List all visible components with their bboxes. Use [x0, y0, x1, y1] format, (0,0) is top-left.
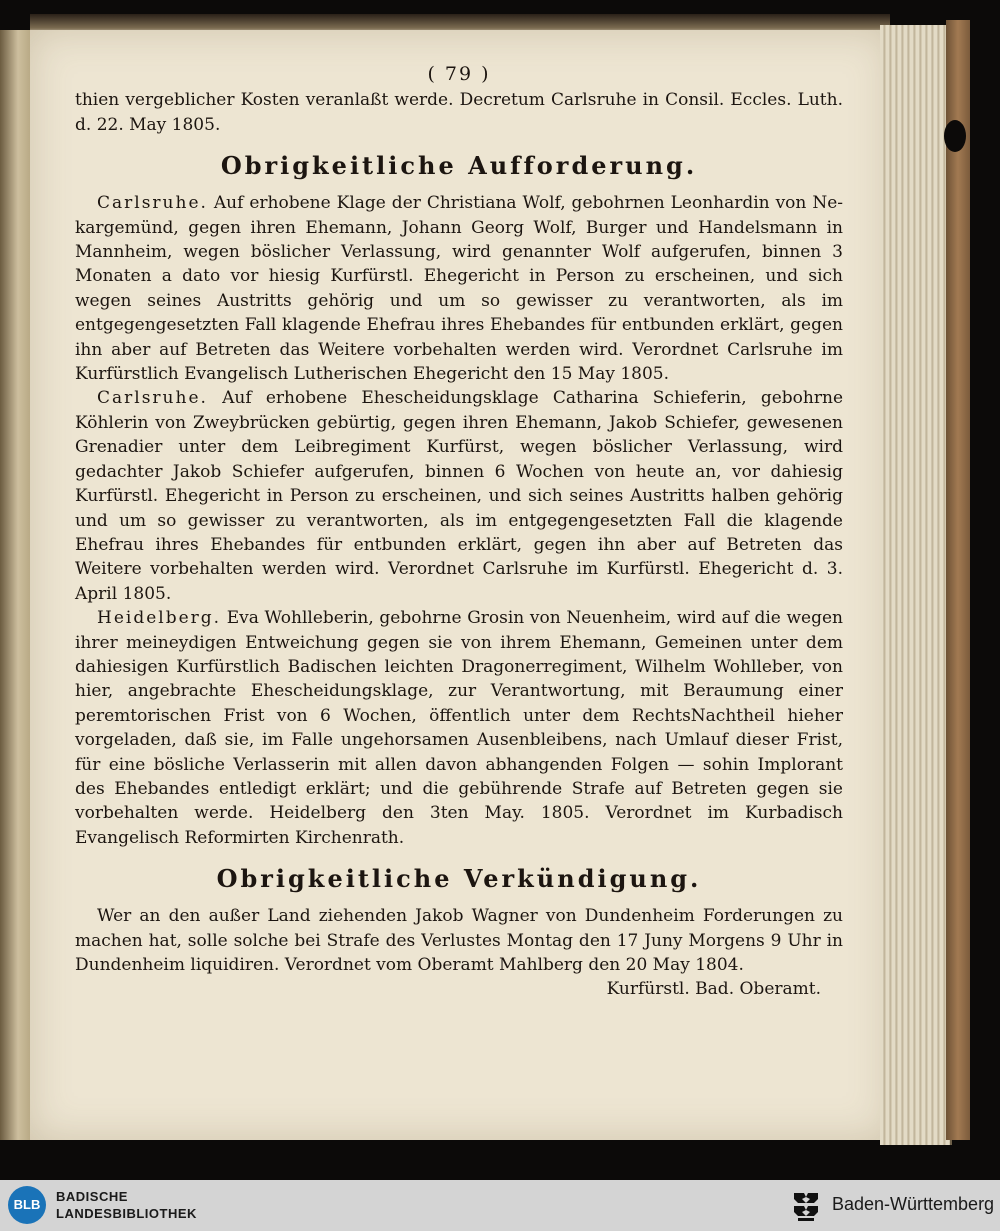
notice-text: Eva Wohlleberin, gebohrne Grosin von Neuenheim, wird auf die wegen ihrer meineydigen Entweichung gegen sie von ihrem Ehemann, Gemeinen unter dem dahiesigen Kurfürstlich Badischen leichten Dragonerregiment, Wilhelm Wohlleber, von hier, angebrachte Ehescheidungsklage, zur Verantwortung, mit Beraumung einer peremtorischen Frist von 6 Wochen, öffentlich unter dem RechtsNachtheil hieher vorgeladen, daß sie, im Falle ungehorsamen Ausenbleibens, nach Umlauf dieser Frist, für eine bösliche Verlasserin mit allen davon abhangenden Folgen — sohin Implorant des Ehebandes entledigt erklärt; und die gebührende Strafe auf Betreten gegen sie vorbehalten werde. Heidelberg den 3ten May. 1805. Verordnet im Kurbadisch Evangelisch Reformirten Kirchenrath. — [75, 608, 843, 848]
notice-2 — [75, 386, 843, 606]
notice-place: Carlsruhe. — [97, 388, 208, 409]
notice-3 — [75, 606, 843, 850]
stacked-page-edges — [880, 25, 952, 1145]
section-heading-verkuendigung: Obrigkeitliche Verkündigung. — [216, 864, 702, 894]
notice-text: Auf erhobene Klage der Christiana Wolf, gebohrnen Leonhardin von Ne-kargemünd, gegen ihren Ehemann, Johann Georg Wolf, Burger und Handelsmann in Mannheim, wegen böslicher Verlassung, wird genannter Wolf aufgerufen, binnen 3 Monaten a dato vor hiesig Kurfürstl. Ehegericht in Person zu erscheinen, und sich wegen seines Austritts gehörig und um so gewisser zu verantworten, als im entgegengesetzten Fall klagende Ehefrau ihres Ehebandes für entbunden erklärt, gegen ihn aber auf Betreten das Weitere vorbehalten werden wird. Verordnet Carlsruhe im Kurfürstlich Evangelisch Lutherischen Ehegericht den 15 May 1805. — [75, 193, 843, 385]
notice-text: Auf erhobene Ehescheidungsklage Catharina Schieferin, gebohrne Köhlerin von Zweybrücken gebürtig, gegen ihren Ehemann, Jakob Schiefer, gewesenen Grenadier unter dem Leibregiment Kurfürst, wegen böslicher Verlassung, wird gedachter Jakob Schiefer aufgerufen, binnen 6 Wochen von heute an, vor dahiesig Kurfürstl. Ehegericht in Person zu erscheinen, und sich seines Austritts halben gehörig und um so gewisser zu verantworten, als im entgegengesetzten Fall die klagende Ehefrau ihres Ehebandes für entbunden erklärt, gegen ihn aber auf Betreten das Weitere vorbehalten werden wird. Verordnet Carlsruhe im Kurfürstl. Ehegericht d. 3. April 1805. — [75, 388, 844, 604]
notice-place: Heidelberg. — [97, 608, 222, 629]
library-name[interactable] — [56, 1188, 197, 1222]
signoff: Kurfürstl. Bad. Oberamt. — [606, 979, 821, 1000]
page-text — [75, 62, 843, 1002]
notice-4 — [75, 904, 843, 977]
notice-1 — [75, 191, 843, 386]
book-cover-edge — [946, 20, 970, 1140]
notice-text: Wer an den außer Land ziehenden Jakob Wagner von Dundenheim Forderungen zu machen hat, solle solche bei Strafe des Verlustes Montag den 17 Juny Morgens 9 Uhr in Dundenheim liquidiren. Verordnet vom Oberamt Mahlberg den 20 May 1804. — [75, 906, 843, 975]
library-name-line1: BADISCHE — [56, 1189, 128, 1204]
state-name[interactable]: Baden-Württemberg — [832, 1194, 995, 1214]
binding-hole — [944, 120, 966, 152]
section-heading-aufforderung: Obrigkeitliche Aufforderung. — [220, 151, 698, 181]
notice-place: Carlsruhe. — [97, 193, 208, 214]
blb-logo[interactable]: BLB — [8, 1186, 46, 1224]
intro-paragraph: thien vergeblicher Kosten veranlaßt werde. Decretum Carlsruhe in Consil. Eccles. Luth. d. 22. May 1805. — [75, 90, 843, 135]
lions-coat-of-arms-icon[interactable] — [790, 1189, 822, 1223]
left-page-edge — [0, 30, 31, 1140]
footer-bar — [0, 1180, 1000, 1231]
library-name-line2: LANDESBIBLIOTHEK — [56, 1206, 197, 1221]
page-number: ( 79 ) — [427, 63, 491, 85]
